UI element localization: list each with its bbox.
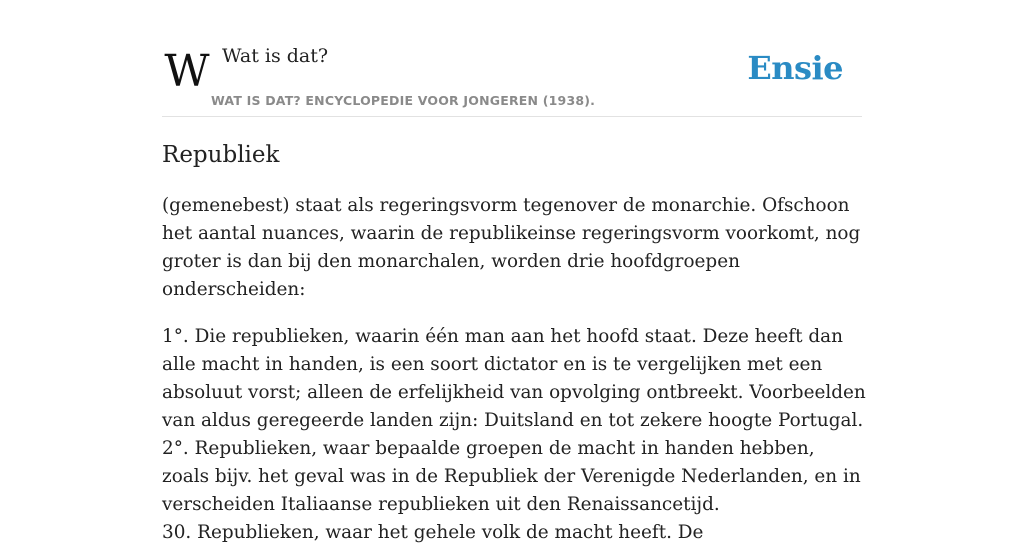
source-header	[162, 0, 862, 117]
svg-text:W: W	[164, 46, 210, 97]
article-content	[162, 138, 866, 547]
article-paragraph: (gemenebest) staat als regeringsvorm tegenover de monarchie. Ofschoon het aantal nuances, waarin de republikeinse regeringsvorm voorkomt, nog groter is dan bij den monarchalen, worden drie hoofdgroepen onderscheiden:	[162, 195, 861, 300]
brand-logo[interactable]: Ensie	[747, 49, 843, 87]
article-title: Republiek	[162, 142, 280, 168]
source-subtitle: WAT IS DAT? ENCYCLOPEDIE VOOR JONGEREN (1938).	[211, 93, 596, 108]
source-title[interactable]: Wat is dat?	[222, 45, 329, 67]
list-item: 2°. Republieken, waar bepaalde groepen de macht in handen hebben, zoals bijv. het geval was in de Republiek der Verenigde Nederlanden, en in verscheiden Italiaanse republieken uit den Renaissancetijd.	[162, 438, 861, 515]
article-paragraph-list	[162, 323, 866, 547]
wikipedia-w-icon	[164, 46, 210, 97]
list-item: 1°. Die republieken, waarin één man aan het hoofd staat. Deze heeft dan alle macht in handen, is een soort dictator en is te vergelijken met een absoluut vorst; alleen de erfelijkheid van opvolging ontbreekt. Voorbeelden van aldus geregeerde landen zijn: Duitsland en tot zekere hoogte Portugal.	[162, 326, 866, 431]
list-item: 30. Republieken, waar het gehele volk de macht heeft. De	[162, 522, 704, 543]
